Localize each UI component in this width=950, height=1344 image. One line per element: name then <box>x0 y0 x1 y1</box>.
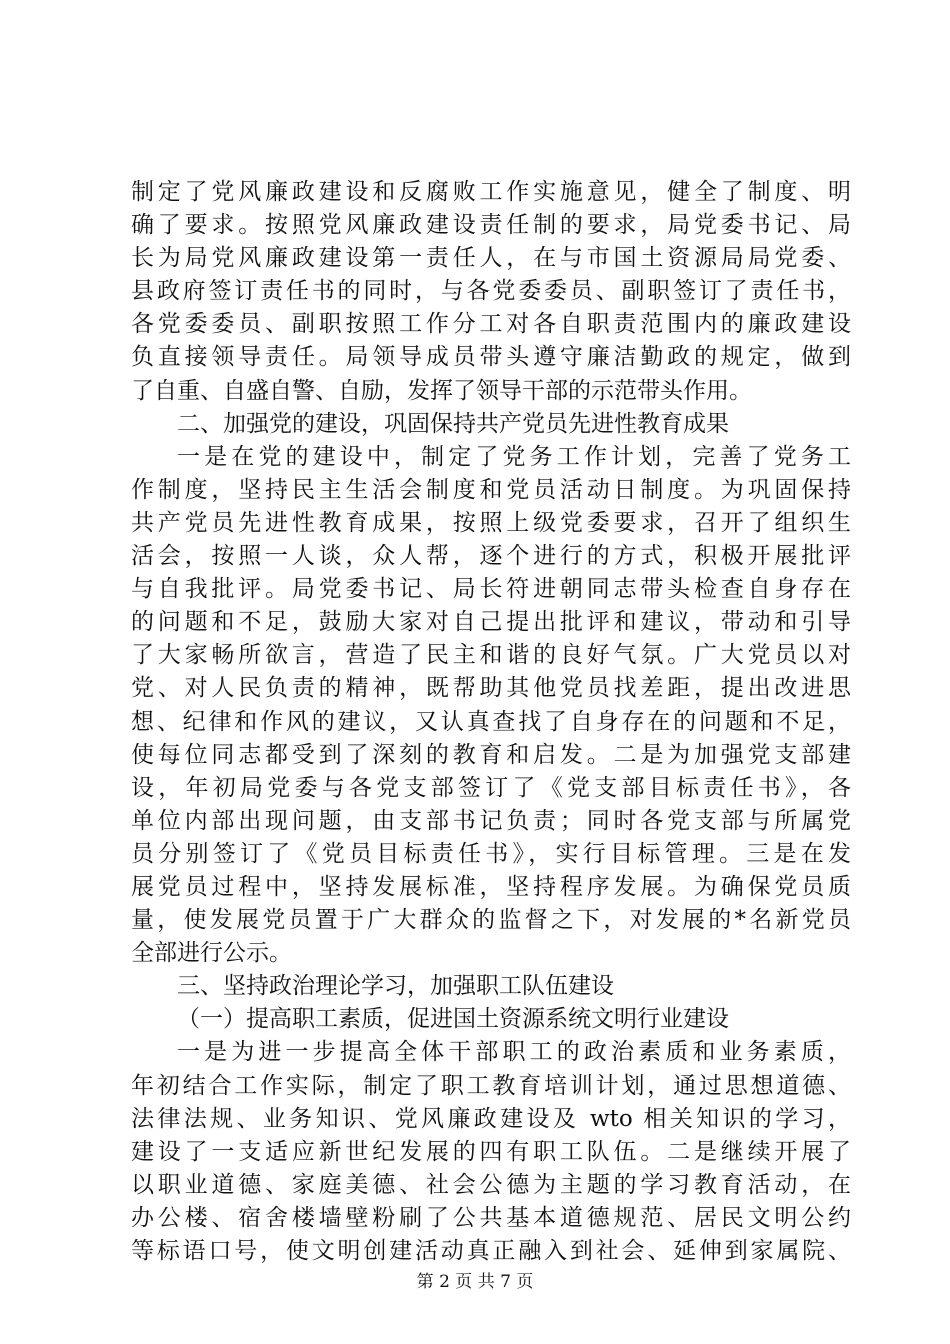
text-line: 员分别签订了《党员目标责任书》，实行目标管理。三是在发 <box>131 840 851 867</box>
section-heading: 二、加强党的建设，巩固保持共产党员先进性教育成果 <box>177 410 729 437</box>
text-line: 确了要求。按照党风廉政建设责任制的要求，局党委书记、局 <box>131 212 851 239</box>
text-line: 作制度，坚持民主生活会制度和党员活动日制度。为巩固保持 <box>131 476 851 503</box>
text-line: 展党员过程中，坚持发展标准，坚持程序发展。为确保党员质 <box>131 873 851 900</box>
text-line: 了大家畅所欲言，营造了民主和谐的良好气氛。广大党员以对 <box>131 642 851 669</box>
text-line: 年初结合工作实际，制定了职工教育培训计划，通过思想道德、 <box>131 1072 851 1099</box>
text-line: 共产党员先进性教育成果，按照上级党委要求，召开了组织生 <box>131 509 851 536</box>
text-line: 负直接领导责任。局领导成员带头遵守廉洁勤政的规定，做到 <box>131 344 851 371</box>
text-line: 党、对人民负责的精神，既帮助其他党员找差距，提出改进思 <box>131 675 851 702</box>
text-line: 各党委委员、副职按照工作分工对各自职责范围内的廉政建设 <box>131 311 851 338</box>
section-heading: 三、坚持政治理论学习，加强职工队伍建设 <box>177 973 614 1000</box>
text-line: 使每位同志都受到了深刻的教育和启发。二是为加强党支部建 <box>131 741 851 768</box>
text-line: 等标语口号，使文明创建活动真正融入到社会、延伸到家属院、 <box>131 1238 851 1264</box>
text-line: 以职业道德、家庭美德、社会公德为主题的学习教育活动，在 <box>131 1171 851 1198</box>
text-line: 了自重、自盛自警、自励，发挥了领导干部的示范带头作用。 <box>131 377 752 404</box>
text-line: 与自我批评。局党委书记、局长符进朝同志带头检查自身存在 <box>131 576 851 603</box>
text-line: 全部进行公示。 <box>131 940 292 967</box>
text-line: 量，使发展党员置于广大群众的监督之下，对发展的*名新党员 <box>131 907 851 934</box>
text-line: 一是在党的建设中，制定了党务工作计划，完善了党务工 <box>177 443 851 470</box>
subsection-heading: （一）提高职工素质，促进国土资源系统文明行业建设 <box>177 1006 729 1033</box>
text-line: 一是为进一步提高全体干部职工的政治素质和业务素质， <box>177 1039 851 1066</box>
text-line: 县政府签订责任书的同时，与各党委委员、副职签订了责任书， <box>131 278 851 305</box>
text-line: 办公楼、宿舍楼墙壁粉刷了公共基本道德规范、居民文明公约 <box>131 1204 851 1231</box>
text-line: 活会，按照一人谈，众人帮，逐个进行的方式，积极开展批评 <box>131 543 851 570</box>
document-body <box>131 176 851 1268</box>
text-line: 的问题和不足，鼓励大家对自己提出批评和建议，带动和引导 <box>131 609 851 636</box>
text-line: 单位内部出现问题，由支部书记负责；同时各党支部与所属党 <box>131 807 851 834</box>
text-line: 想、纪律和作风的建议，又认真查找了自身存在的问题和不足， <box>131 708 851 735</box>
text-line: 长为局党风廉政建设第一责任人，在与市国土资源局局党委、 <box>131 245 851 272</box>
text-line: 设，年初局党委与各党支部签订了《党支部目标责任书》，各 <box>131 774 851 801</box>
text-line: 建设了一支适应新世纪发展的四有职工队伍。二是继续开展了 <box>131 1138 851 1165</box>
page-number-footer: 第 2 页 共 7 页 <box>416 1272 534 1292</box>
text-line: 法律法规、业务知识、党风廉政建设及 wto 相关知识的学习， <box>131 1105 851 1132</box>
text-line: 制定了党风廉政建设和反腐败工作实施意见，健全了制度、明 <box>131 179 851 205</box>
